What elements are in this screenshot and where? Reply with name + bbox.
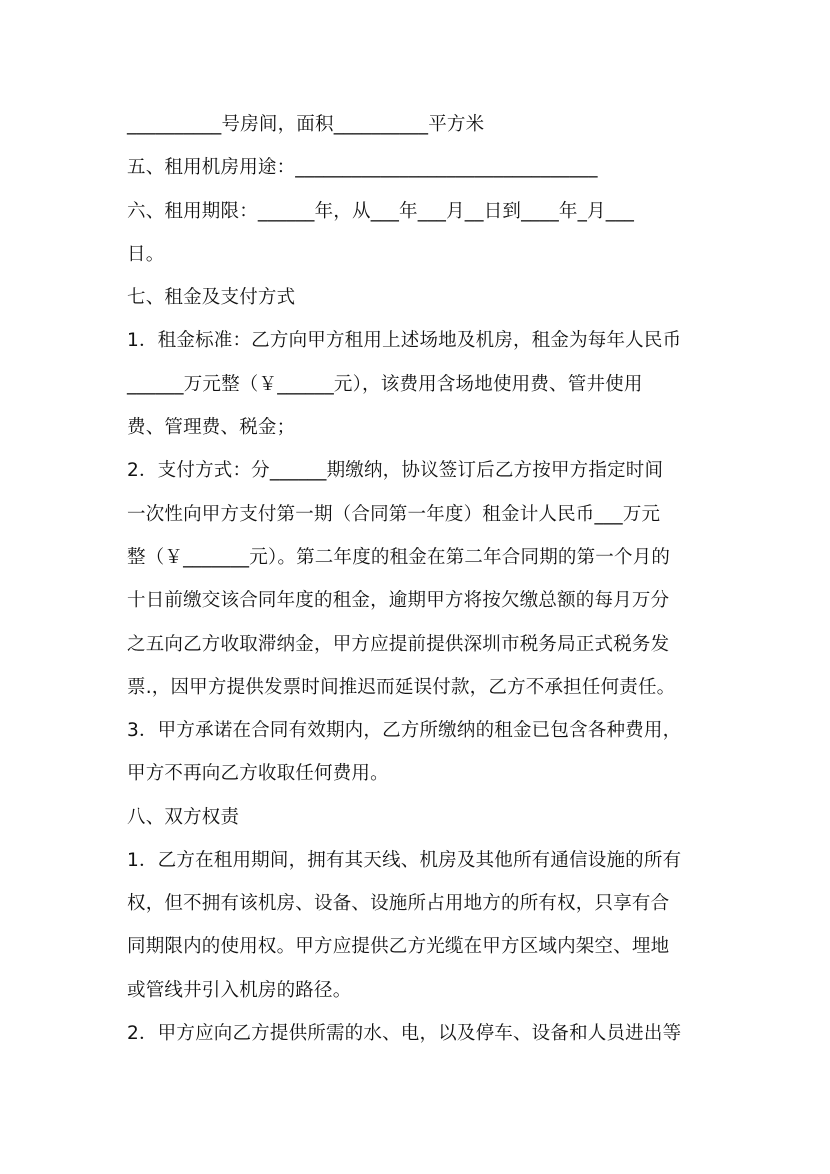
text-line: 费、管理费、税金； — [127, 417, 296, 438]
text-line: 整（￥_______元）。第二年度的租金在第二年合同期的第一个月的 — [127, 547, 671, 568]
text-line: 一次性向甲方支付第一期（合同第一年度）租金计人民币___万元 — [127, 504, 661, 525]
text-line: 甲方不再向乙方收取任何费用。 — [127, 763, 389, 784]
text-line: 或管线井引入机房的路径。 — [127, 980, 352, 1001]
section-heading-7: 七、租金及支付方式 — [127, 287, 296, 308]
text-line: 1．乙方在租用期间，拥有其天线、机房及其他所有通信设施的所有 — [127, 850, 682, 871]
text-line: 之五向乙方收取滞纳金，甲方应提前提供深圳市税务局正式税务发 — [127, 634, 670, 655]
text-line: 日。 — [127, 244, 165, 265]
section-heading-6: 六、租用期限：______年，从___年___月__日到____年_月___ — [127, 201, 635, 222]
text-line: 票.，因甲方提供发票时间推迟而延误付款，乙方不承担任何责任。 — [127, 677, 676, 698]
section-heading-5: 五、租用机房用途：________________________________ — [127, 157, 598, 178]
text-line: 十日前缴交该合同年度的租金，逾期甲方将按欠缴总额的每月万分 — [127, 590, 670, 611]
text-line: __________号房间，面积__________平方米 — [127, 114, 485, 135]
text-line: 同期限内的使用权。甲方应提供乙方光缆在甲方区域内架空、埋地 — [127, 936, 670, 957]
text-line: 2．支付方式：分______期缴纳，协议签订后乙方按甲方指定时间 — [127, 460, 664, 481]
section-heading-8: 八、双方权责 — [127, 807, 240, 828]
text-line: 权，但不拥有该机房、设备、设施所占用地方的所有权，只享有合 — [127, 893, 670, 914]
text-line: 1．租金标准：乙方向甲方租用上述场地及机房，租金为每年人民币 — [127, 330, 682, 351]
text-line: ______万元整（￥______元），该费用含场地使用费、管井使用 — [127, 374, 643, 395]
text-line: 3．甲方承诺在合同有效期内，乙方所缴纳的租金已包含各种费用， — [127, 720, 682, 741]
text-line: 2．甲方应向乙方提供所需的水、电，以及停车、设备和人员进出等 — [127, 1023, 682, 1044]
